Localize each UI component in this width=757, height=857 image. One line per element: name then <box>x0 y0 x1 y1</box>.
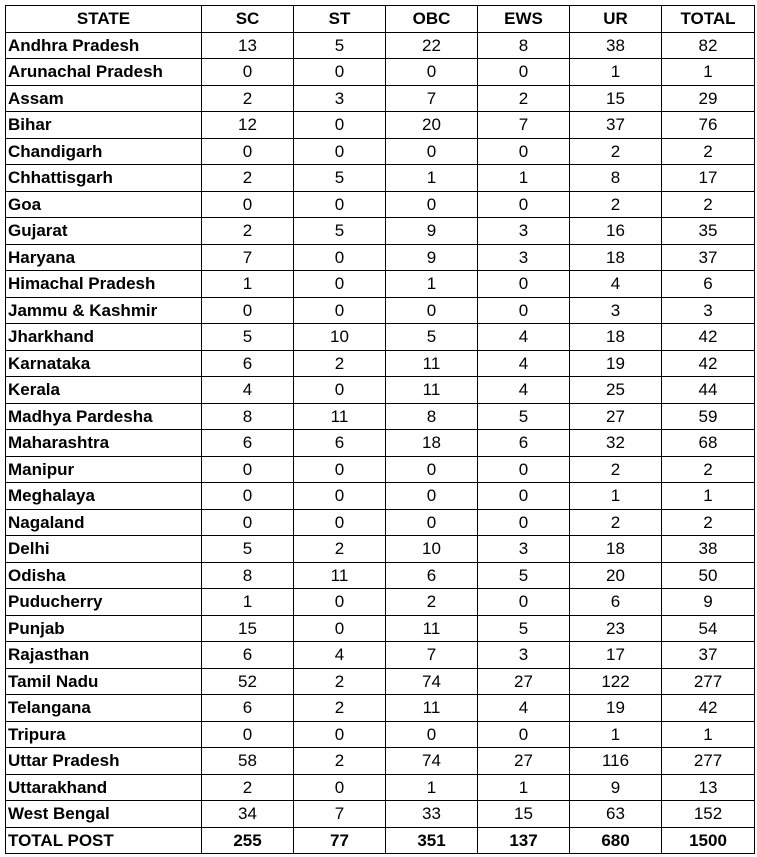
st-cell: 0 <box>294 59 386 86</box>
sc-cell: 0 <box>202 456 294 483</box>
table-row <box>6 430 755 457</box>
obc-cell: 0 <box>386 191 478 218</box>
state-cell: Tamil Nadu <box>6 668 202 695</box>
obc-cell: 2 <box>386 589 478 616</box>
ur-cell: 18 <box>570 244 662 271</box>
total-cell: 2 <box>662 138 755 165</box>
state-cell: Chandigarh <box>6 138 202 165</box>
ews-cell: 7 <box>478 112 570 139</box>
st-cell: 0 <box>294 191 386 218</box>
total-ur: 680 <box>570 827 662 854</box>
state-cell: Gujarat <box>6 218 202 245</box>
total-cell: 2 <box>662 191 755 218</box>
st-cell: 0 <box>294 509 386 536</box>
sc-cell: 6 <box>202 695 294 722</box>
state-cell: Karnataka <box>6 350 202 377</box>
ews-cell: 0 <box>478 589 570 616</box>
obc-cell: 6 <box>386 562 478 589</box>
ews-cell: 15 <box>478 801 570 828</box>
table-row <box>6 615 755 642</box>
sc-cell: 34 <box>202 801 294 828</box>
ews-cell: 5 <box>478 403 570 430</box>
total-cell: 54 <box>662 615 755 642</box>
ur-cell: 9 <box>570 774 662 801</box>
obc-cell: 9 <box>386 244 478 271</box>
total-cell: 76 <box>662 112 755 139</box>
table-row <box>6 721 755 748</box>
sc-cell: 0 <box>202 59 294 86</box>
table-row <box>6 456 755 483</box>
ews-cell: 0 <box>478 509 570 536</box>
st-cell: 2 <box>294 668 386 695</box>
sc-cell: 1 <box>202 589 294 616</box>
total-cell: 2 <box>662 456 755 483</box>
st-cell: 10 <box>294 324 386 351</box>
st-cell: 0 <box>294 138 386 165</box>
st-cell: 0 <box>294 377 386 404</box>
state-cell: Uttarakhand <box>6 774 202 801</box>
st-cell: 0 <box>294 483 386 510</box>
st-cell: 0 <box>294 112 386 139</box>
st-cell: 11 <box>294 403 386 430</box>
st-cell: 5 <box>294 32 386 59</box>
sc-cell: 52 <box>202 668 294 695</box>
total-cell: 1 <box>662 59 755 86</box>
ews-cell: 0 <box>478 271 570 298</box>
table-row <box>6 324 755 351</box>
sc-cell: 8 <box>202 562 294 589</box>
header-sc: SC <box>202 6 294 33</box>
table-row <box>6 218 755 245</box>
obc-cell: 0 <box>386 138 478 165</box>
total-cell: 37 <box>662 642 755 669</box>
ur-cell: 6 <box>570 589 662 616</box>
state-cell: Haryana <box>6 244 202 271</box>
ews-cell: 2 <box>478 85 570 112</box>
header-st: ST <box>294 6 386 33</box>
sc-cell: 0 <box>202 721 294 748</box>
st-cell: 0 <box>294 615 386 642</box>
table-row <box>6 112 755 139</box>
table-row <box>6 774 755 801</box>
obc-cell: 8 <box>386 403 478 430</box>
state-cell: Arunachal Pradesh <box>6 59 202 86</box>
ur-cell: 16 <box>570 218 662 245</box>
total-cell: 35 <box>662 218 755 245</box>
table-row <box>6 244 755 271</box>
obc-cell: 11 <box>386 695 478 722</box>
ur-cell: 20 <box>570 562 662 589</box>
table-row <box>6 271 755 298</box>
total-label: TOTAL POST <box>6 827 202 854</box>
table-body <box>6 32 755 827</box>
state-cell: Meghalaya <box>6 483 202 510</box>
table-row <box>6 668 755 695</box>
ur-cell: 1 <box>570 483 662 510</box>
state-cell: Puducherry <box>6 589 202 616</box>
st-cell: 0 <box>294 589 386 616</box>
total-cell: 13 <box>662 774 755 801</box>
st-cell: 2 <box>294 695 386 722</box>
st-cell: 0 <box>294 271 386 298</box>
table-row <box>6 403 755 430</box>
state-cell: Kerala <box>6 377 202 404</box>
ews-cell: 0 <box>478 456 570 483</box>
ews-cell: 5 <box>478 615 570 642</box>
total-cell: 2 <box>662 509 755 536</box>
table-row <box>6 59 755 86</box>
sc-cell: 58 <box>202 748 294 775</box>
table-row <box>6 297 755 324</box>
total-cell: 277 <box>662 668 755 695</box>
state-cell: Odisha <box>6 562 202 589</box>
state-cell: Chhattisgarh <box>6 165 202 192</box>
obc-cell: 1 <box>386 271 478 298</box>
ews-cell: 4 <box>478 695 570 722</box>
ur-cell: 32 <box>570 430 662 457</box>
st-cell: 2 <box>294 748 386 775</box>
total-cell: 42 <box>662 695 755 722</box>
header-ur: UR <box>570 6 662 33</box>
header-obc: OBC <box>386 6 478 33</box>
vacancy-table <box>5 5 755 854</box>
sc-cell: 5 <box>202 324 294 351</box>
st-cell: 0 <box>294 721 386 748</box>
table-row <box>6 589 755 616</box>
st-cell: 0 <box>294 456 386 483</box>
ews-cell: 0 <box>478 59 570 86</box>
st-cell: 2 <box>294 350 386 377</box>
obc-cell: 1 <box>386 165 478 192</box>
ur-cell: 122 <box>570 668 662 695</box>
sc-cell: 1 <box>202 271 294 298</box>
table-row <box>6 32 755 59</box>
ur-cell: 37 <box>570 112 662 139</box>
ews-cell: 0 <box>478 138 570 165</box>
total-cell: 37 <box>662 244 755 271</box>
ur-cell: 3 <box>570 297 662 324</box>
table-row <box>6 562 755 589</box>
table-row <box>6 748 755 775</box>
obc-cell: 74 <box>386 748 478 775</box>
ews-cell: 3 <box>478 642 570 669</box>
ur-cell: 18 <box>570 324 662 351</box>
ur-cell: 15 <box>570 85 662 112</box>
ur-cell: 19 <box>570 350 662 377</box>
state-cell: Punjab <box>6 615 202 642</box>
sc-cell: 0 <box>202 138 294 165</box>
ur-cell: 17 <box>570 642 662 669</box>
sc-cell: 0 <box>202 483 294 510</box>
sc-cell: 15 <box>202 615 294 642</box>
obc-cell: 18 <box>386 430 478 457</box>
st-cell: 0 <box>294 244 386 271</box>
obc-cell: 0 <box>386 297 478 324</box>
table-row <box>6 165 755 192</box>
st-cell: 7 <box>294 801 386 828</box>
ews-cell: 0 <box>478 297 570 324</box>
total-obc: 351 <box>386 827 478 854</box>
state-cell: Delhi <box>6 536 202 563</box>
sc-cell: 6 <box>202 430 294 457</box>
total-total: 1500 <box>662 827 755 854</box>
ews-cell: 8 <box>478 32 570 59</box>
header-state: STATE <box>6 6 202 33</box>
sc-cell: 0 <box>202 191 294 218</box>
table-row <box>6 801 755 828</box>
total-cell: 29 <box>662 85 755 112</box>
table-row <box>6 483 755 510</box>
ews-cell: 6 <box>478 430 570 457</box>
sc-cell: 2 <box>202 85 294 112</box>
obc-cell: 0 <box>386 456 478 483</box>
ur-cell: 18 <box>570 536 662 563</box>
table-row <box>6 642 755 669</box>
st-cell: 2 <box>294 536 386 563</box>
ur-cell: 2 <box>570 509 662 536</box>
table-row <box>6 377 755 404</box>
ews-cell: 1 <box>478 165 570 192</box>
total-row <box>6 827 755 854</box>
total-sc: 255 <box>202 827 294 854</box>
sc-cell: 4 <box>202 377 294 404</box>
state-cell: West Bengal <box>6 801 202 828</box>
ews-cell: 5 <box>478 562 570 589</box>
total-cell: 1 <box>662 721 755 748</box>
obc-cell: 20 <box>386 112 478 139</box>
total-cell: 38 <box>662 536 755 563</box>
obc-cell: 11 <box>386 615 478 642</box>
st-cell: 5 <box>294 218 386 245</box>
st-cell: 5 <box>294 165 386 192</box>
obc-cell: 0 <box>386 721 478 748</box>
sc-cell: 0 <box>202 297 294 324</box>
ur-cell: 63 <box>570 801 662 828</box>
ews-cell: 3 <box>478 536 570 563</box>
ur-cell: 116 <box>570 748 662 775</box>
sc-cell: 7 <box>202 244 294 271</box>
total-cell: 1 <box>662 483 755 510</box>
obc-cell: 7 <box>386 85 478 112</box>
total-cell: 59 <box>662 403 755 430</box>
state-cell: Goa <box>6 191 202 218</box>
st-cell: 0 <box>294 774 386 801</box>
table-row <box>6 536 755 563</box>
st-cell: 0 <box>294 297 386 324</box>
state-cell: Andhra Pradesh <box>6 32 202 59</box>
table-row <box>6 350 755 377</box>
state-cell: Madhya Pardesha <box>6 403 202 430</box>
ews-cell: 1 <box>478 774 570 801</box>
table-row <box>6 85 755 112</box>
ur-cell: 1 <box>570 59 662 86</box>
st-cell: 11 <box>294 562 386 589</box>
total-cell: 42 <box>662 350 755 377</box>
ur-cell: 4 <box>570 271 662 298</box>
total-cell: 68 <box>662 430 755 457</box>
obc-cell: 33 <box>386 801 478 828</box>
sc-cell: 2 <box>202 165 294 192</box>
sc-cell: 2 <box>202 774 294 801</box>
sc-cell: 8 <box>202 403 294 430</box>
ews-cell: 4 <box>478 350 570 377</box>
table-row <box>6 695 755 722</box>
total-cell: 277 <box>662 748 755 775</box>
state-cell: Assam <box>6 85 202 112</box>
sc-cell: 0 <box>202 509 294 536</box>
st-cell: 6 <box>294 430 386 457</box>
sc-cell: 12 <box>202 112 294 139</box>
obc-cell: 9 <box>386 218 478 245</box>
state-cell: Nagaland <box>6 509 202 536</box>
ur-cell: 2 <box>570 191 662 218</box>
ews-cell: 0 <box>478 191 570 218</box>
table-row <box>6 509 755 536</box>
obc-cell: 0 <box>386 509 478 536</box>
obc-cell: 0 <box>386 483 478 510</box>
ur-cell: 23 <box>570 615 662 642</box>
ur-cell: 2 <box>570 138 662 165</box>
obc-cell: 7 <box>386 642 478 669</box>
state-cell: Maharashtra <box>6 430 202 457</box>
total-cell: 9 <box>662 589 755 616</box>
ews-cell: 0 <box>478 721 570 748</box>
st-cell: 3 <box>294 85 386 112</box>
obc-cell: 0 <box>386 59 478 86</box>
sc-cell: 6 <box>202 350 294 377</box>
sc-cell: 13 <box>202 32 294 59</box>
obc-cell: 74 <box>386 668 478 695</box>
ews-cell: 4 <box>478 324 570 351</box>
total-cell: 82 <box>662 32 755 59</box>
table-row <box>6 138 755 165</box>
total-cell: 44 <box>662 377 755 404</box>
ews-cell: 3 <box>478 244 570 271</box>
obc-cell: 11 <box>386 377 478 404</box>
ur-cell: 2 <box>570 456 662 483</box>
ews-cell: 27 <box>478 748 570 775</box>
state-cell: Tripura <box>6 721 202 748</box>
state-cell: Himachal Pradesh <box>6 271 202 298</box>
ews-cell: 3 <box>478 218 570 245</box>
ur-cell: 25 <box>570 377 662 404</box>
state-cell: Telangana <box>6 695 202 722</box>
ur-cell: 19 <box>570 695 662 722</box>
total-cell: 17 <box>662 165 755 192</box>
ur-cell: 8 <box>570 165 662 192</box>
ur-cell: 27 <box>570 403 662 430</box>
total-cell: 42 <box>662 324 755 351</box>
total-cell: 50 <box>662 562 755 589</box>
sc-cell: 6 <box>202 642 294 669</box>
obc-cell: 11 <box>386 350 478 377</box>
total-cell: 3 <box>662 297 755 324</box>
state-cell: Jammu & Kashmir <box>6 297 202 324</box>
sc-cell: 2 <box>202 218 294 245</box>
total-cell: 6 <box>662 271 755 298</box>
ews-cell: 4 <box>478 377 570 404</box>
ur-cell: 38 <box>570 32 662 59</box>
sc-cell: 5 <box>202 536 294 563</box>
header-total: TOTAL <box>662 6 755 33</box>
state-cell: Jharkhand <box>6 324 202 351</box>
obc-cell: 10 <box>386 536 478 563</box>
obc-cell: 5 <box>386 324 478 351</box>
header-ews: EWS <box>478 6 570 33</box>
table-row <box>6 191 755 218</box>
state-cell: Bihar <box>6 112 202 139</box>
state-cell: Uttar Pradesh <box>6 748 202 775</box>
ews-cell: 0 <box>478 483 570 510</box>
obc-cell: 1 <box>386 774 478 801</box>
ur-cell: 1 <box>570 721 662 748</box>
total-cell: 152 <box>662 801 755 828</box>
state-cell: Manipur <box>6 456 202 483</box>
obc-cell: 22 <box>386 32 478 59</box>
total-st: 77 <box>294 827 386 854</box>
total-ews: 137 <box>478 827 570 854</box>
st-cell: 4 <box>294 642 386 669</box>
header-row <box>6 6 755 33</box>
ews-cell: 27 <box>478 668 570 695</box>
state-cell: Rajasthan <box>6 642 202 669</box>
